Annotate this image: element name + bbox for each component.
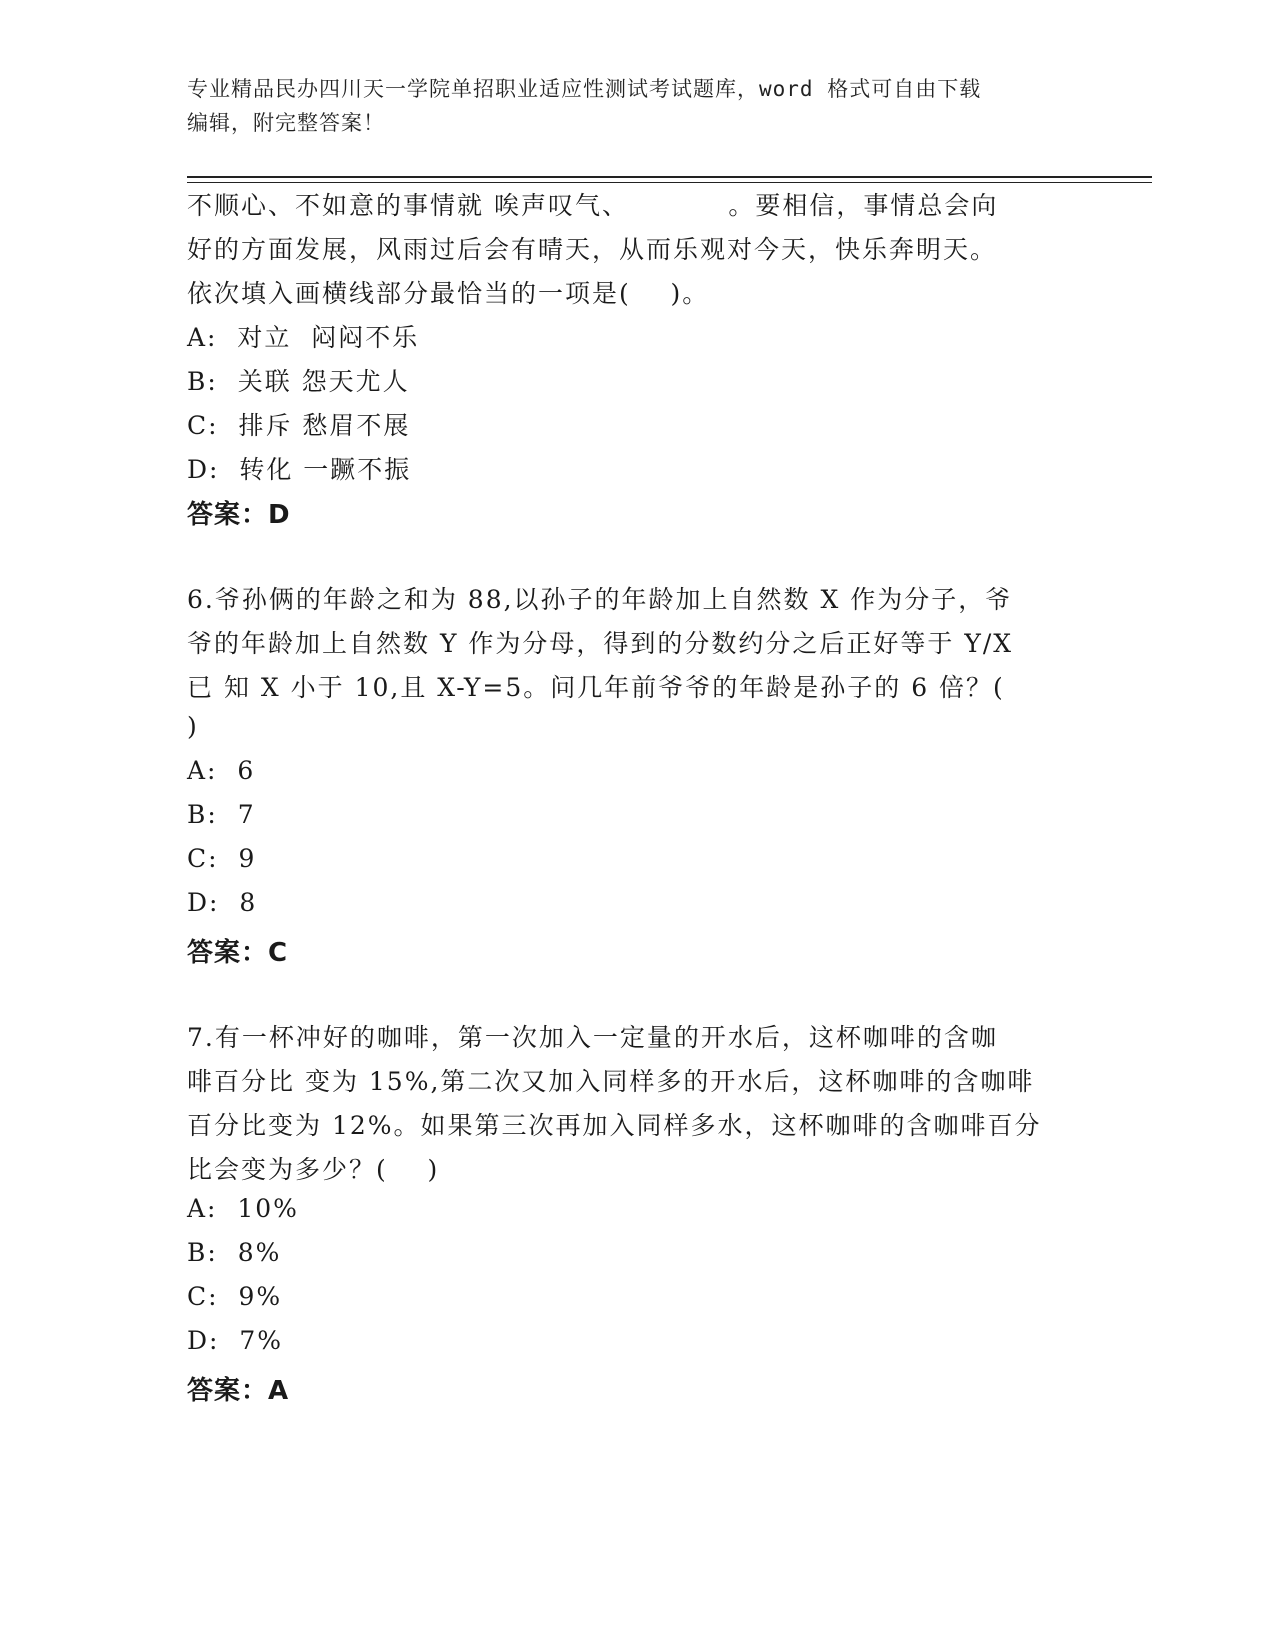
q5-option-b: B: 关联 怨天尤人: [187, 367, 410, 396]
q7-option-b: B: 8%: [187, 1238, 282, 1267]
q5-option-c: C: 排斥 愁眉不展: [187, 411, 411, 440]
q7-option-a: A: 10%: [187, 1194, 299, 1223]
q7-stem-line-4: 比会变为多少？( ): [187, 1155, 440, 1184]
q5-stem-line-2: 好的方面发展，风雨过后会有晴天，从而乐观对今天，快乐奔明天。: [187, 235, 998, 264]
header-line-1: 专业精品民办四川天一学院单招职业适应性测试考试题库，word 格式可自由下载: [187, 77, 982, 101]
q6-stem-line-4: ): [187, 712, 199, 741]
q6-option-a: A: 6: [187, 756, 256, 785]
q7-option-c: C: 9%: [187, 1282, 283, 1311]
header-divider-thick: [187, 176, 1152, 178]
q7-option-d: D: 7%: [187, 1326, 284, 1355]
header-line-2: 编辑，附完整答案！: [187, 111, 385, 135]
q6-stem-line-2: 爷的年龄加上自然数 Y 作为分母，得到的分数约分之后正好等于 Y/X: [187, 629, 1014, 658]
header-divider-thin: [187, 182, 1152, 183]
q7-stem-line-3: 百分比变为 12%。如果第三次再加入同样多水，这杯咖啡的含咖啡百分: [187, 1111, 1042, 1140]
q6-stem-line-1: 6.爷孙俩的年龄之和为 88,以孙子的年龄加上自然数 X 作为分子，爷: [187, 585, 1013, 614]
q5-option-a: A: 对立 闷闷不乐: [187, 323, 420, 352]
q6-option-d: D: 8: [187, 888, 258, 917]
q5-stem-line-3: 依次填入画横线部分最恰当的一项是( )。: [187, 279, 710, 308]
q5-option-d: D: 转化 一蹶不振: [187, 455, 412, 484]
q7-stem-line-2: 啡百分比 变为 15%,第二次又加入同样多的开水后，这杯咖啡的含咖啡: [187, 1067, 1035, 1096]
q6-stem-line-3: 已 知 X 小于 10,且 X-Y=5。问几年前爷爷的年龄是孙子的 6 倍？(: [187, 673, 1005, 702]
q5-answer: 答案：D: [187, 500, 291, 530]
q7-stem-line-1: 7.有一杯冲好的咖啡，第一次加入一定量的开水后，这杯咖啡的含咖: [187, 1023, 998, 1052]
q6-answer: 答案：C: [187, 938, 289, 968]
document-header: [187, 72, 1087, 140]
q6-option-c: C: 9: [187, 844, 257, 873]
q6-option-b: B: 7: [187, 800, 256, 829]
q7-answer: 答案：A: [187, 1376, 290, 1406]
q5-stem-line-1: 不顺心、不如意的事情就 唉声叹气、 。要相信，事情总会向: [187, 191, 999, 220]
